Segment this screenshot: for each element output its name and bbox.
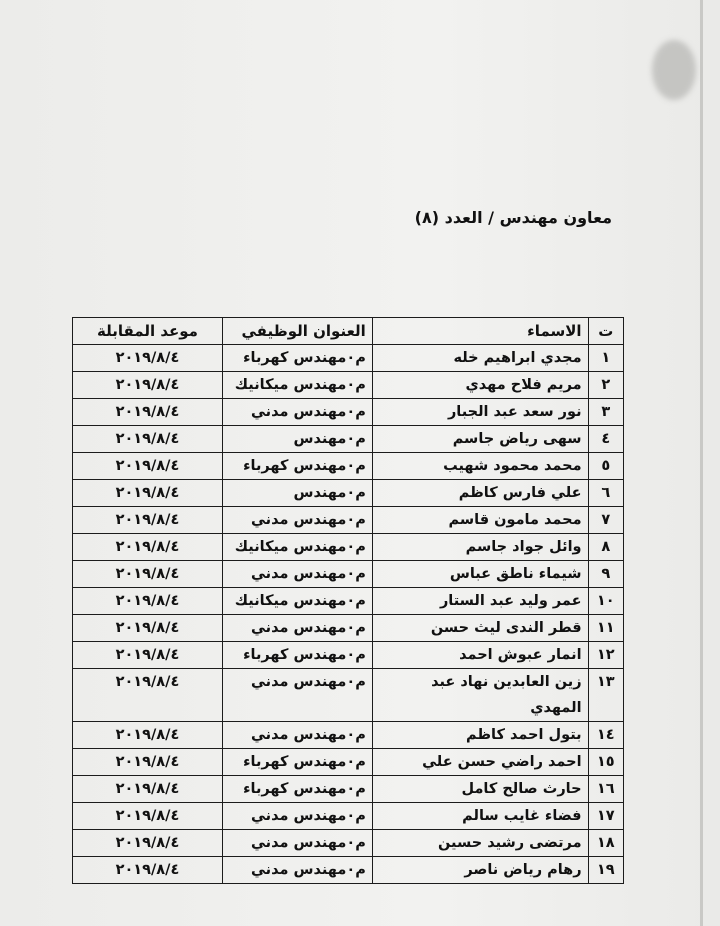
- row-interview-date: ٢٠١٩/٨/٤: [73, 507, 223, 534]
- row-name: احمد راضي حسن علي: [372, 749, 588, 776]
- candidates-table: [72, 317, 624, 884]
- row-name: بتول احمد كاظم: [372, 722, 588, 749]
- table-row: [73, 857, 624, 884]
- table-row: [73, 480, 624, 507]
- row-index: ٣: [588, 399, 623, 426]
- row-name: رهام رياض ناصر: [372, 857, 588, 884]
- header-job-title: العنوان الوظيفي: [222, 318, 372, 345]
- row-interview-date: ٢٠١٩/٨/٤: [73, 615, 223, 642]
- table-row: [73, 534, 624, 561]
- row-index: ١٤: [588, 722, 623, 749]
- row-interview-date: ٢٠١٩/٨/٤: [73, 399, 223, 426]
- row-job-title: م٠مهندس كهرباء: [222, 749, 372, 776]
- header-names: الاسماء: [372, 318, 588, 345]
- row-index: ١٣: [588, 669, 623, 722]
- row-name: انمار عبوش احمد: [372, 642, 588, 669]
- row-name: مرتضى رشيد حسين: [372, 830, 588, 857]
- row-job-title: م٠مهندس: [222, 426, 372, 453]
- table-row: [73, 615, 624, 642]
- row-index: ١٠: [588, 588, 623, 615]
- row-index: ١٧: [588, 803, 623, 830]
- row-name: حارث صالح كامل: [372, 776, 588, 803]
- row-interview-date: ٢٠١٩/٨/٤: [73, 642, 223, 669]
- row-index: ١١: [588, 615, 623, 642]
- row-index: ٥: [588, 453, 623, 480]
- row-job-title: م٠مهندس كهرباء: [222, 642, 372, 669]
- row-interview-date: ٢٠١٩/٨/٤: [73, 426, 223, 453]
- row-interview-date: ٢٠١٩/٨/٤: [73, 480, 223, 507]
- row-job-title: م٠مهندس مدني: [222, 722, 372, 749]
- row-job-title: م٠مهندس ميكانيك: [222, 372, 372, 399]
- row-interview-date: ٢٠١٩/٨/٤: [73, 722, 223, 749]
- row-name: محمد محمود شهيب: [372, 453, 588, 480]
- table-row: [73, 830, 624, 857]
- table-header-row: [73, 318, 624, 345]
- row-job-title: م٠مهندس كهرباء: [222, 345, 372, 372]
- row-name: شيماء ناطق عباس: [372, 561, 588, 588]
- table-row: [73, 776, 624, 803]
- row-interview-date: ٢٠١٩/٨/٤: [73, 776, 223, 803]
- row-interview-date: ٢٠١٩/٨/٤: [73, 453, 223, 480]
- row-job-title: م٠مهندس: [222, 480, 372, 507]
- row-job-title: م٠مهندس مدني: [222, 615, 372, 642]
- table-row: [73, 345, 624, 372]
- row-job-title: م٠مهندس مدني: [222, 830, 372, 857]
- row-index: ٩: [588, 561, 623, 588]
- table-row: [73, 399, 624, 426]
- row-index: ٨: [588, 534, 623, 561]
- row-index: ١٥: [588, 749, 623, 776]
- table-row: [73, 749, 624, 776]
- table-row: [73, 561, 624, 588]
- row-name: سهى رياض جاسم: [372, 426, 588, 453]
- header-index: ت: [588, 318, 623, 345]
- table-row: [73, 642, 624, 669]
- row-name: فضاء غايب سالم: [372, 803, 588, 830]
- row-interview-date: ٢٠١٩/٨/٤: [73, 372, 223, 399]
- row-name: عمر وليد عبد الستار: [372, 588, 588, 615]
- row-interview-date: ٢٠١٩/٨/٤: [73, 669, 223, 722]
- row-job-title: م٠مهندس مدني: [222, 857, 372, 884]
- row-name: قطر الندى ليث حسن: [372, 615, 588, 642]
- page-edge: [700, 0, 703, 926]
- table-row: [73, 453, 624, 480]
- row-index: ٢: [588, 372, 623, 399]
- row-index: ٦: [588, 480, 623, 507]
- row-index: ١٨: [588, 830, 623, 857]
- row-index: ١٦: [588, 776, 623, 803]
- page-heading: معاون مهندس / العدد (٨): [414, 208, 612, 227]
- header-interview-date: موعد المقابلة: [73, 318, 223, 345]
- row-index: ١٢: [588, 642, 623, 669]
- row-job-title: م٠مهندس مدني: [222, 669, 372, 722]
- row-name: علي فارس كاظم: [372, 480, 588, 507]
- row-name: نور سعد عبد الجبار: [372, 399, 588, 426]
- row-interview-date: ٢٠١٩/٨/٤: [73, 588, 223, 615]
- scan-smudge: [652, 40, 696, 100]
- row-interview-date: ٢٠١٩/٨/٤: [73, 561, 223, 588]
- row-interview-date: ٢٠١٩/٨/٤: [73, 857, 223, 884]
- row-job-title: م٠مهندس ميكانيك: [222, 534, 372, 561]
- row-name: مجدي ابراهيم خله: [372, 345, 588, 372]
- table-row: [73, 426, 624, 453]
- row-job-title: م٠مهندس مدني: [222, 803, 372, 830]
- row-job-title: م٠مهندس كهرباء: [222, 453, 372, 480]
- row-index: ٧: [588, 507, 623, 534]
- table-row: [73, 803, 624, 830]
- table-row: [73, 722, 624, 749]
- row-job-title: م٠مهندس ميكانيك: [222, 588, 372, 615]
- row-job-title: م٠مهندس كهرباء: [222, 776, 372, 803]
- table-row: [73, 669, 624, 722]
- row-interview-date: ٢٠١٩/٨/٤: [73, 830, 223, 857]
- table-row: [73, 588, 624, 615]
- row-name: زين العابدين نهاد عبد المهدي: [372, 669, 588, 722]
- row-job-title: م٠مهندس مدني: [222, 399, 372, 426]
- row-job-title: م٠مهندس مدني: [222, 561, 372, 588]
- table-row: [73, 507, 624, 534]
- row-index: ١٩: [588, 857, 623, 884]
- row-name: وائل جواد جاسم: [372, 534, 588, 561]
- table-row: [73, 372, 624, 399]
- row-index: ٤: [588, 426, 623, 453]
- row-job-title: م٠مهندس مدني: [222, 507, 372, 534]
- row-interview-date: ٢٠١٩/٨/٤: [73, 803, 223, 830]
- row-interview-date: ٢٠١٩/٨/٤: [73, 345, 223, 372]
- row-name: مريم فلاح مهدي: [372, 372, 588, 399]
- row-index: ١: [588, 345, 623, 372]
- row-interview-date: ٢٠١٩/٨/٤: [73, 534, 223, 561]
- row-name: محمد مامون قاسم: [372, 507, 588, 534]
- row-interview-date: ٢٠١٩/٨/٤: [73, 749, 223, 776]
